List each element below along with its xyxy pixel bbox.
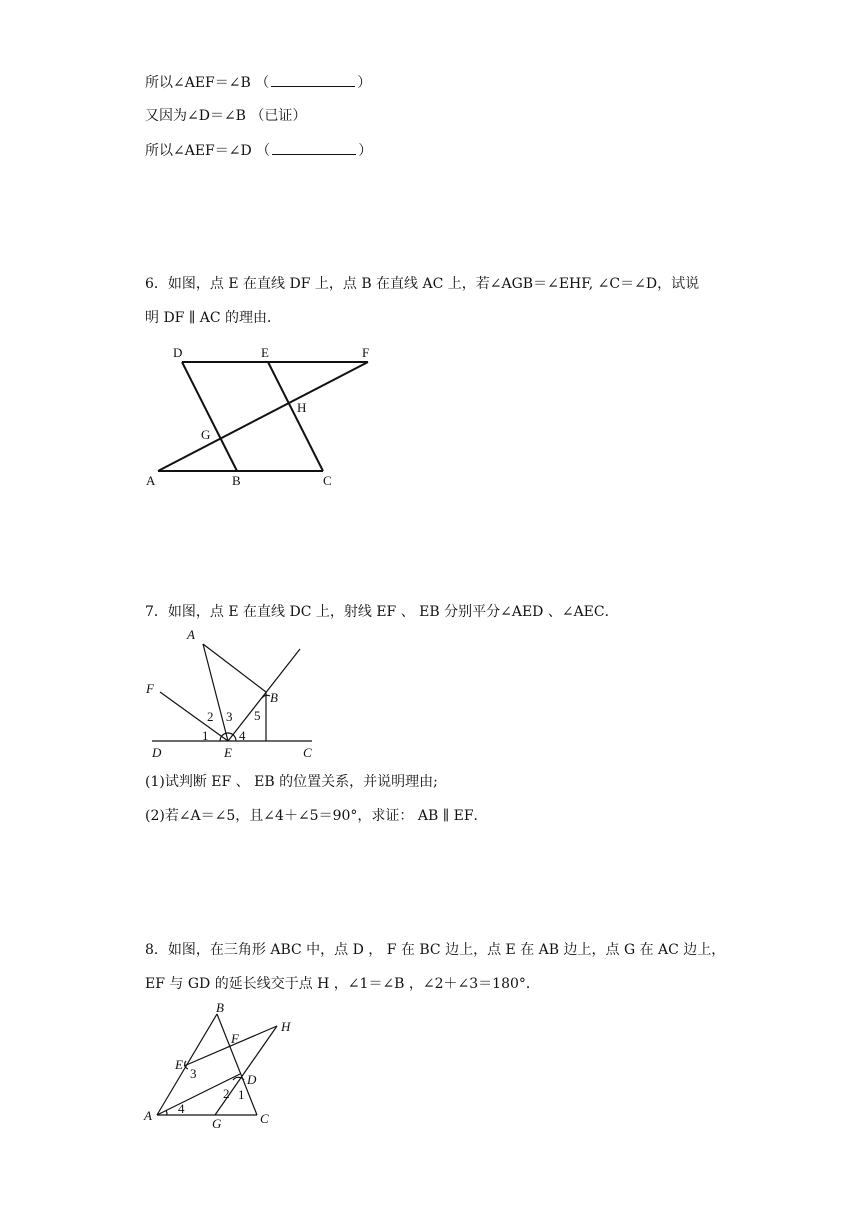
q7-label-b: B xyxy=(270,690,278,705)
q8-angle-3: 3 xyxy=(190,1066,197,1081)
q8-angle-2: 2 xyxy=(223,1086,230,1101)
q8-label-b: B xyxy=(216,1000,224,1015)
q8-label-e: E xyxy=(175,1057,183,1072)
q6-text-line-1: 6．如图，点 E 在直线 DF 上，点 B 在直线 AC 上，若∠AGB＝∠EHF, ∠C＝∠D，试说 xyxy=(145,276,700,292)
q6-label-h: H xyxy=(297,400,307,415)
q6-label-a: A xyxy=(146,473,156,488)
q7-label-e: E xyxy=(224,745,232,760)
q7-angle-1: 1 xyxy=(202,728,209,743)
q7-figure xyxy=(140,624,330,764)
q8-figure xyxy=(140,1000,310,1130)
q8-angle-1: 1 xyxy=(238,1087,245,1102)
q6-label-c: C xyxy=(323,473,332,488)
proof-line-1: 所以∠AEF＝∠B （ ） xyxy=(145,72,371,93)
q7-angle-3: 3 xyxy=(226,709,233,724)
q7-label-a: A xyxy=(187,627,195,642)
q7-text-line-1: 7．如图，点 E 在直线 DC 上，射线 EF 、 EB 分别平分∠AED 、∠AEC． xyxy=(145,604,619,620)
q6-label-d: D xyxy=(173,345,183,360)
q6-figure xyxy=(140,340,380,490)
q7-angle-2: 2 xyxy=(207,709,214,724)
q7-angle-4: 4 xyxy=(239,728,246,743)
q6-label-e: E xyxy=(261,345,269,360)
proof-line-2: 又因为∠D＝∠B （已证） xyxy=(145,108,307,124)
q7-angle-5: 5 xyxy=(254,708,261,723)
answer-blank-2[interactable] xyxy=(272,140,356,155)
q8-text-line-2: EF 与 GD 的延长线交于点 H ，∠1＝∠B ，∠2＋∠3＝180°． xyxy=(145,976,540,992)
q6-label-f: F xyxy=(362,345,370,360)
proof-line-3: 所以∠AEF＝∠D （ ） xyxy=(145,140,372,161)
q8-label-h: H xyxy=(281,1019,291,1034)
q7-label-c: C xyxy=(303,745,312,760)
q7-part-2: (2)若∠A＝∠5，且∠4＋∠5＝90°，求证： AB ∥ EF． xyxy=(145,808,488,824)
q6-label-b: B xyxy=(232,473,241,488)
answer-blank-1[interactable] xyxy=(271,72,355,87)
q8-label-f: F xyxy=(231,1031,239,1046)
q8-label-a: A xyxy=(144,1108,152,1123)
q8-label-c: C xyxy=(260,1111,269,1126)
q8-text-line-1: 8．如图，在三角形 ABC 中，点 D ， F 在 BC 边上，点 E 在 AB 边上，点 G 在 AC 边上， xyxy=(145,942,726,958)
q8-angle-4: 4 xyxy=(178,1101,185,1116)
q7-part-1: (1)试判断 EF 、 EB 的位置关系，并说明理由; xyxy=(145,774,438,790)
q6-label-g: G xyxy=(201,427,211,442)
q8-label-g: G xyxy=(212,1116,222,1131)
q6-text-line-2: 明 DF ∥ AC 的理由． xyxy=(145,310,282,326)
q8-label-d: D xyxy=(247,1072,257,1087)
q7-label-f: F xyxy=(146,681,154,696)
q7-label-d: D xyxy=(152,745,162,760)
